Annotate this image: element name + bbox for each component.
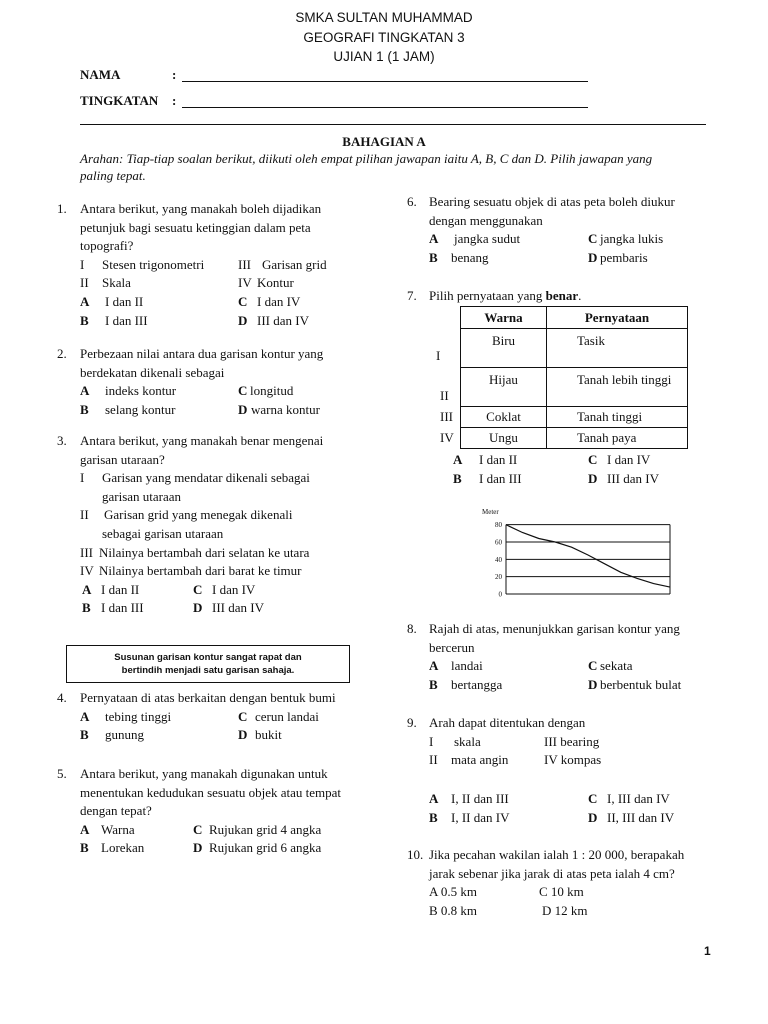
- y-axis-label: Meter: [482, 508, 499, 516]
- statement-text: Garisan yang mendatar dikenali sebagai: [102, 470, 310, 486]
- option-text[interactable]: jangka lukis: [600, 231, 664, 247]
- statement-numeral: II: [80, 275, 89, 291]
- statement-text: Skala: [102, 275, 131, 291]
- option-text[interactable]: B 0.8 km: [429, 902, 478, 918]
- option-text[interactable]: tebing tinggi: [105, 708, 172, 724]
- statement-numeral: III: [238, 256, 251, 272]
- option-text[interactable]: I, III dan IV: [607, 791, 670, 806]
- option-letter[interactable]: B: [80, 727, 89, 743]
- option-letter[interactable]: C: [193, 581, 203, 597]
- option-letter[interactable]: C: [588, 231, 598, 247]
- y-tick-label: 80: [495, 521, 502, 530]
- question-9: [407, 714, 707, 770]
- y-tick-label: 0: [498, 590, 502, 599]
- option-text[interactable]: I dan III: [479, 470, 522, 486]
- option-letter[interactable]: C: [238, 708, 248, 724]
- statement-numeral: IV: [80, 563, 94, 579]
- question-3: [57, 432, 357, 618]
- y-tick-label: 20: [495, 573, 502, 582]
- option-text[interactable]: I, II dan IV: [451, 809, 510, 825]
- option-text[interactable]: III dan IV: [257, 312, 309, 328]
- table-row: Coklat Tanah tinggi: [461, 407, 688, 428]
- stimulus-box: [66, 645, 350, 683]
- question-7-table: [460, 306, 688, 449]
- statement-text: garisan utaraan: [102, 488, 182, 504]
- option-text[interactable]: A 0.5 km: [429, 884, 478, 900]
- y-tick-label: 60: [495, 538, 502, 547]
- question-text: Antara berikut, yang manakah benar mengenai: [80, 433, 324, 448]
- option-letter[interactable]: B: [82, 600, 91, 616]
- option-letter[interactable]: B: [429, 249, 438, 265]
- option-letter[interactable]: B: [80, 312, 89, 328]
- question-text: Bearing sesuatu objek di atas peta boleh diukur: [429, 194, 675, 209]
- option-letter[interactable]: A: [80, 708, 90, 724]
- option-text[interactable]: II, III dan IV: [607, 809, 675, 825]
- option-text[interactable]: III dan IV: [607, 470, 659, 486]
- tingkatan-colon: :: [172, 93, 177, 108]
- question-text: Rajah di atas, menunjukkan garisan kontur yang: [429, 621, 680, 636]
- question-6: [407, 193, 707, 267]
- section-title: BAHAGIAN A: [342, 134, 426, 149]
- question-4: [57, 689, 357, 745]
- exam-title: UJIAN 1 (1 JAM): [333, 49, 435, 64]
- question-text: Jika pecahan wakilan ialah 1 : 20 000, berapakah: [429, 847, 685, 862]
- option-text[interactable]: I dan II: [105, 293, 144, 309]
- statement-text: IV kompas: [544, 752, 602, 768]
- question-text: Perbezaan nilai antara dua garisan kontur yang: [80, 346, 324, 361]
- option-text[interactable]: cerun landai: [255, 708, 319, 724]
- option-text[interactable]: landai: [451, 658, 483, 674]
- option-letter[interactable]: A: [429, 231, 439, 247]
- question-text: topografi?: [80, 238, 134, 254]
- option-text[interactable]: berbentuk bulat: [600, 676, 682, 692]
- statement-text: Garisan grid: [262, 256, 327, 272]
- question-text: bercerun: [429, 639, 475, 655]
- option-text[interactable]: Rujukan grid 4 angka: [209, 821, 322, 837]
- option-letter[interactable]: B: [453, 470, 462, 486]
- question-5: [57, 765, 357, 858]
- stimulus-line-1: Susunan garisan kontur sangat rapat dan: [114, 652, 302, 663]
- table-row: Hijau Tanah lebih tinggi: [461, 368, 688, 407]
- option-text[interactable]: I, II dan III: [451, 791, 509, 806]
- question-2: [57, 345, 357, 419]
- question-text: garisan utaraan?: [80, 451, 165, 467]
- option-letter[interactable]: D: [588, 809, 598, 825]
- question-text: jarak sebenar jika jarak di atas peta ialah 4 cm?: [429, 865, 675, 881]
- option-letter[interactable]: B: [429, 809, 438, 825]
- statement-text: Garisan grid yang menegak dikenali: [104, 507, 293, 523]
- question-number: 10.: [407, 847, 424, 862]
- option-text[interactable]: Lorekan: [101, 840, 145, 856]
- option-text[interactable]: III dan IV: [212, 600, 264, 616]
- option-text[interactable]: bukit: [255, 727, 282, 743]
- slope-profile-line: [506, 525, 670, 587]
- tingkatan-field[interactable]: [182, 107, 588, 108]
- option-letter[interactable]: C: [588, 658, 598, 674]
- table-row: Biru Tasik: [461, 329, 688, 368]
- question-text: Arah dapat ditentukan dengan: [429, 715, 586, 730]
- question-7-number: 7.: [407, 288, 417, 303]
- option-letter[interactable]: D: [238, 401, 248, 417]
- row-numeral: II: [440, 388, 449, 403]
- statement-numeral: I: [429, 733, 434, 749]
- question-number: 2.: [57, 346, 67, 361]
- statement-numeral: III: [80, 544, 93, 560]
- statement-numeral: IV: [238, 275, 252, 291]
- school-name: SMKA SULTAN MUHAMMAD: [295, 10, 473, 25]
- question-text: berdekatan dikenali sebagai: [80, 364, 225, 380]
- y-tick-label: 40: [495, 555, 502, 564]
- question-number: 3.: [57, 433, 67, 448]
- statement-text: III bearing: [544, 733, 600, 749]
- option-text[interactable]: bertangga: [451, 676, 503, 692]
- option-letter[interactable]: A: [82, 581, 92, 597]
- question-7-text: Pilih pernyataan yang benar.: [429, 288, 582, 303]
- option-text[interactable]: I dan IV: [607, 452, 651, 467]
- option-letter[interactable]: D: [193, 600, 203, 616]
- statement-text: Nilainya bertambah dari selatan ke utara: [99, 544, 310, 560]
- option-letter[interactable]: A: [80, 821, 90, 837]
- option-text[interactable]: selang kontur: [105, 401, 176, 417]
- option-text[interactable]: I dan III: [105, 312, 148, 328]
- option-letter[interactable]: C: [193, 821, 203, 837]
- option-letter[interactable]: B: [80, 840, 89, 856]
- option-letter[interactable]: A: [80, 293, 90, 309]
- option-letter[interactable]: D: [238, 727, 248, 743]
- option-text[interactable]: sekata: [600, 658, 633, 674]
- question-number: 9.: [407, 715, 417, 730]
- option-letter[interactable]: A: [429, 658, 439, 674]
- table-header: Pernyataan: [547, 307, 688, 329]
- option-text[interactable]: D 12 km: [542, 902, 588, 918]
- option-text[interactable]: Warna: [101, 821, 135, 837]
- question-text: dengan tepat?: [80, 803, 152, 819]
- question-number: 8.: [407, 621, 417, 636]
- question-text: Pernyataan di atas berkaitan dengan bentuk bumi: [80, 690, 336, 705]
- question-text: dengan menggunakan: [429, 212, 543, 228]
- option-text[interactable]: gunung: [105, 727, 144, 743]
- row-numeral: I: [436, 348, 441, 363]
- option-letter[interactable]: A: [80, 383, 90, 399]
- option-text[interactable]: indeks kontur: [105, 383, 177, 399]
- statement-numeral: I: [80, 470, 85, 486]
- statement-text: mata angin: [451, 752, 509, 768]
- question-number: 6.: [407, 194, 417, 209]
- option-text[interactable]: I dan II: [101, 581, 140, 597]
- nama-colon: :: [172, 67, 177, 82]
- option-text[interactable]: longitud: [250, 383, 294, 399]
- question-number: 5.: [57, 766, 67, 781]
- contour-profile-chart: [480, 506, 680, 601]
- header-divider: [80, 124, 706, 125]
- instruction-line-1: Arahan: Tiap-tiap soalan berikut, diikuti oleh empat pilihan jawapan iaitu A, B, C dan D. Pilih jawapan yang: [80, 151, 653, 166]
- row-numeral: IV: [440, 430, 454, 445]
- option-letter[interactable]: D: [588, 249, 598, 265]
- option-letter[interactable]: D: [588, 676, 598, 692]
- question-number: 1.: [57, 201, 67, 216]
- option-letter[interactable]: C: [588, 452, 598, 467]
- page-number: 1: [704, 944, 711, 958]
- option-text[interactable]: C 10 km: [539, 884, 584, 900]
- instruction-line-2: paling tepat.: [80, 168, 146, 183]
- statement-text: Stesen trigonometri: [102, 256, 205, 272]
- question-text: Antara berikut, yang manakah digunakan untuk: [80, 766, 328, 781]
- question-number: 4.: [57, 690, 67, 705]
- option-text[interactable]: I dan II: [479, 452, 518, 467]
- option-text[interactable]: benang: [451, 249, 489, 265]
- option-text[interactable]: I dan IV: [257, 293, 301, 309]
- option-letter[interactable]: A: [429, 791, 439, 806]
- question-text: petunjuk bagi sesuatu ketinggian dalam peta: [80, 219, 311, 235]
- option-letter[interactable]: A: [453, 452, 463, 467]
- question-text: Antara berikut, yang manakah boleh dijadikan: [80, 201, 322, 216]
- option-letter[interactable]: C: [588, 791, 598, 806]
- option-letter[interactable]: D: [193, 840, 203, 856]
- statement-numeral: II: [80, 507, 89, 523]
- question-7-options: [453, 451, 703, 488]
- exam-subject: GEOGRAFI TINGKATAN 3: [303, 30, 465, 45]
- option-letter[interactable]: C: [238, 383, 248, 399]
- emphasis: benar: [545, 288, 579, 303]
- option-text[interactable]: Rujukan grid 6 angka: [209, 840, 322, 856]
- question-8: [407, 620, 717, 694]
- statement-numeral: I: [80, 256, 85, 272]
- tingkatan-label: TINGKATAN: [80, 93, 159, 108]
- row-numeral: III: [440, 409, 453, 424]
- table-row: Ungu Tanah paya: [461, 428, 688, 449]
- nama-field[interactable]: [182, 81, 588, 82]
- question-10: [407, 846, 717, 920]
- option-text[interactable]: I dan IV: [212, 581, 256, 597]
- option-text[interactable]: warna kontur: [251, 401, 320, 417]
- option-letter[interactable]: C: [238, 293, 248, 309]
- option-text[interactable]: jangka sudut: [454, 231, 521, 247]
- statement-numeral: II: [429, 752, 438, 768]
- question-text: menentukan kedudukan sesuatu objek atau tempat: [80, 784, 342, 800]
- stimulus-line-2: bertindih menjadi satu garisan sahaja.: [121, 665, 295, 676]
- statement-text: Kontur: [257, 275, 294, 291]
- option-letter[interactable]: D: [238, 312, 248, 328]
- statement-text: Nilainya bertambah dari barat ke timur: [99, 563, 302, 579]
- option-text[interactable]: pembaris: [600, 249, 648, 265]
- question-1: [57, 200, 357, 330]
- option-letter[interactable]: B: [80, 401, 89, 417]
- statement-text: sebagai garisan utaraan: [102, 525, 224, 541]
- nama-label: NAMA: [80, 67, 121, 82]
- option-text[interactable]: I dan III: [101, 600, 144, 616]
- option-letter[interactable]: B: [429, 676, 438, 692]
- statement-text: skala: [454, 733, 481, 749]
- option-letter[interactable]: D: [588, 470, 598, 486]
- table-header: Warna: [461, 307, 547, 329]
- question-9-options: [429, 790, 709, 827]
